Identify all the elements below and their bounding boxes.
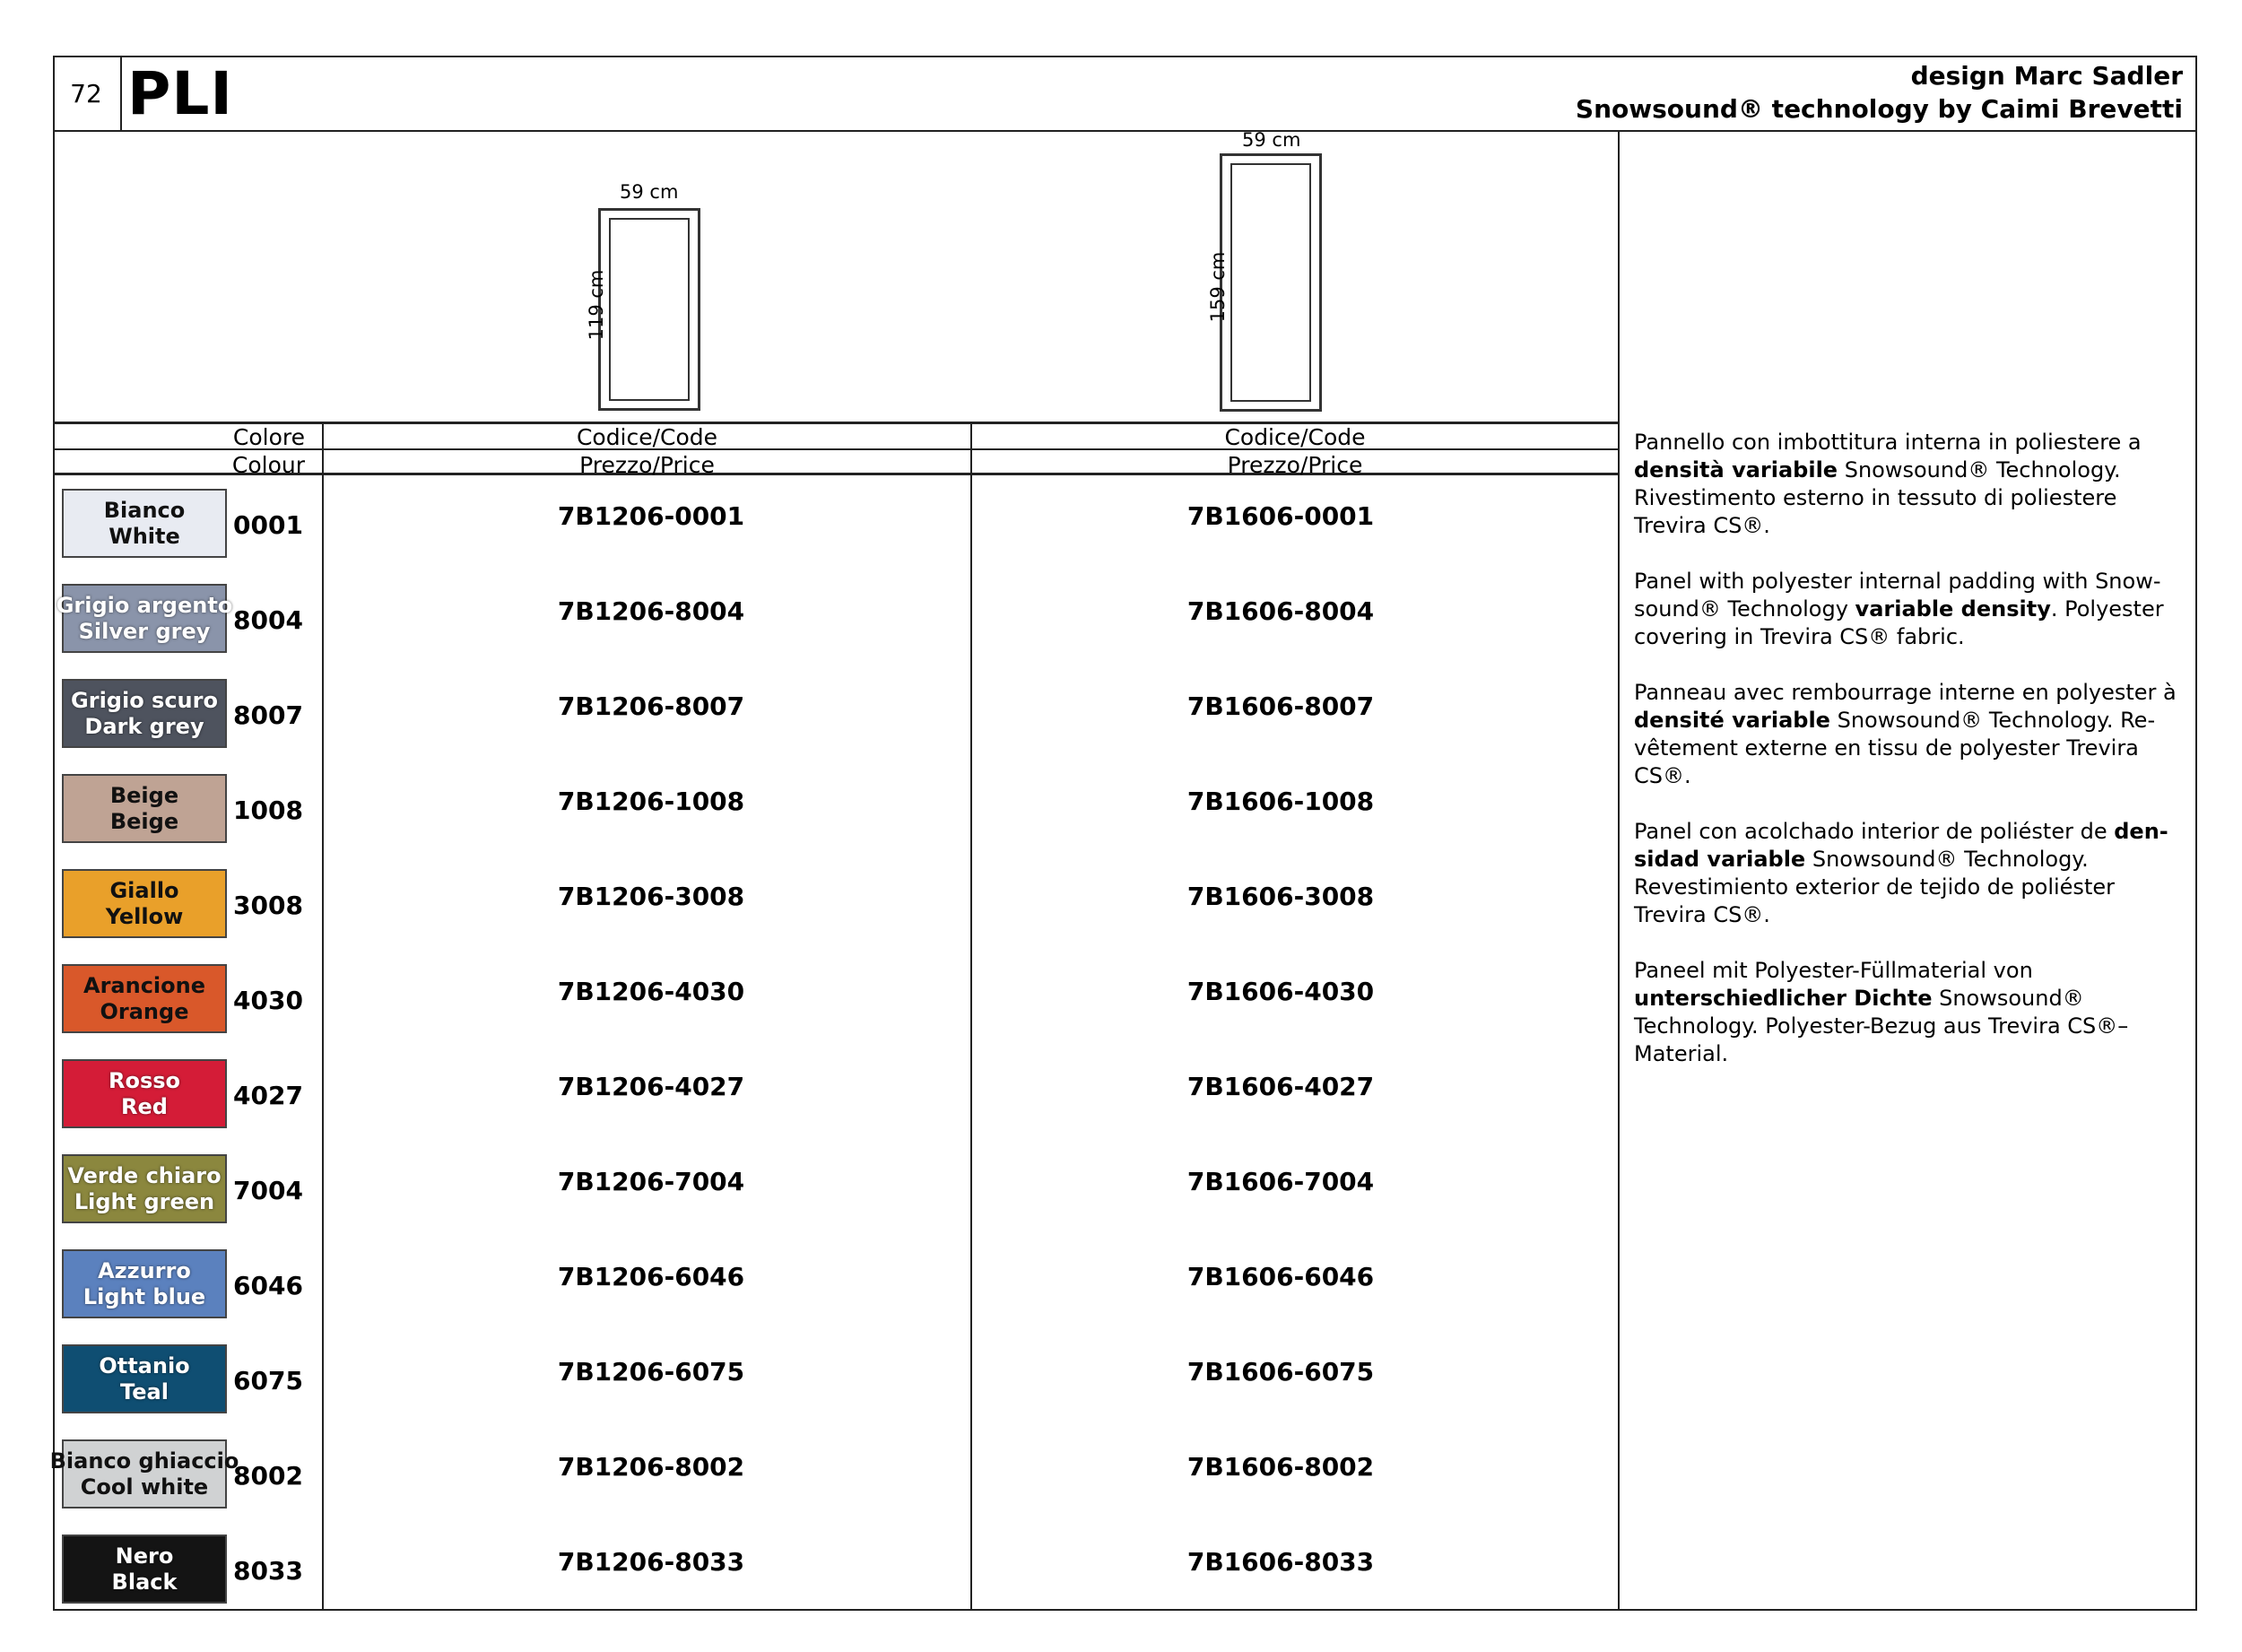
- colour-name-en: Black: [111, 1569, 178, 1595]
- colour-swatch: [62, 1344, 227, 1413]
- designer-line: design Marc Sadler: [1910, 61, 2183, 91]
- product-code-tall: 7B1606-4030: [1186, 977, 1375, 1006]
- product-code-small: 7B1206-6075: [557, 1357, 745, 1387]
- colour-name-en: Beige: [109, 808, 179, 834]
- table-row: [54, 767, 1618, 862]
- size-1-header: Codice/Code Prezzo/Price: [576, 424, 718, 478]
- colour-swatch: [62, 774, 227, 843]
- table-row: [54, 1052, 1618, 1147]
- colour-code: 8004: [233, 605, 303, 635]
- table-row: [54, 957, 1618, 1052]
- colour-name-en: Red: [121, 1093, 168, 1119]
- colour-name-it: Grigio argento: [56, 592, 233, 618]
- table-row: [54, 1527, 1618, 1622]
- product-code-small: 7B1206-1008: [557, 787, 745, 816]
- colour-swatch: [62, 869, 227, 938]
- colour-name-en: Teal: [120, 1378, 169, 1404]
- colour-name-it: Arancione: [83, 972, 205, 998]
- page-number: 72: [70, 79, 102, 109]
- product-code-tall: 7B1606-6046: [1186, 1262, 1375, 1291]
- colour-swatch: [62, 489, 227, 558]
- colour-code: 8033: [233, 1556, 303, 1586]
- colour-code: 7004: [233, 1176, 303, 1205]
- colour-name-en: Yellow: [105, 903, 184, 929]
- description-italian: Pannello con imbottitura interna in poliestere a densità variabile Snowsound® Technology. Rivestimento esterno in tessuto di poliestere Trevira CS®.: [1634, 430, 2142, 538]
- product-code-small: 7B1206-3008: [557, 882, 745, 911]
- product-description: [1634, 429, 2181, 1096]
- colour-swatch: [56, 584, 233, 653]
- colour-name-en: White: [109, 523, 180, 549]
- panel-inner-outline: [609, 218, 690, 401]
- colour-name-en: Light blue: [83, 1283, 206, 1309]
- size-2-header: Codice/Code Prezzo/Price: [1224, 424, 1366, 478]
- colour-name-it: Beige: [109, 782, 179, 808]
- table-row: [54, 1337, 1618, 1432]
- technology-line: Snowsound® technology by Caimi Brevetti: [1575, 94, 2183, 124]
- height-dimension-label: 159 cm: [1207, 251, 1229, 323]
- colour-swatch: [62, 1154, 227, 1223]
- colour-swatch: [62, 1249, 227, 1318]
- header-divider: [53, 130, 2197, 132]
- table-row: [54, 482, 1618, 577]
- colour-name-en: Silver grey: [78, 618, 211, 644]
- product-code-small: 7B1206-4030: [557, 977, 745, 1006]
- panel-drawing-small: [574, 179, 717, 414]
- description-french: Panneau avec rembourrage interne en polyester à densité variable Snowsound® Technology. Revêtement externe en tissu de polyester Trevira CS®.: [1634, 680, 2177, 788]
- colour-name-it: Giallo: [109, 877, 179, 903]
- colour-name-it: Rosso: [108, 1067, 181, 1093]
- product-code-tall: 7B1606-6075: [1186, 1357, 1375, 1387]
- table-row: [54, 862, 1618, 957]
- product-code-tall: 7B1606-8004: [1186, 596, 1375, 626]
- table-row: [54, 672, 1618, 767]
- colour-name-en: Cool white: [80, 1474, 209, 1500]
- product-code-tall: 7B1606-7004: [1186, 1167, 1375, 1196]
- product-code-tall: 7B1606-1008: [1186, 787, 1375, 816]
- product-code-small: 7B1206-7004: [557, 1167, 745, 1196]
- colour-swatch: [49, 1439, 239, 1509]
- product-code-tall: 7B1606-4027: [1186, 1072, 1375, 1101]
- colour-code: 1008: [233, 796, 303, 825]
- description-german: Paneel mit Polyester-Füllmaterial von unterschiedlicher Dichte Snowsound® Technology. Polyester-Bezug aus Trevira CS®–Material.: [1634, 958, 2129, 1066]
- colour-swatch: [62, 1535, 227, 1604]
- product-code-tall: 7B1606-8033: [1186, 1547, 1375, 1577]
- product-code-tall: 7B1606-8007: [1186, 691, 1375, 721]
- colour-name-en: Light green: [74, 1188, 215, 1214]
- width-dimension-label: 59 cm: [620, 181, 679, 203]
- description-english: Panel with polyester internal padding with Snowsound® Technology variable density. Polyester covering in Trevira CS® fabric.: [1634, 569, 2164, 649]
- colour-swatch: [62, 1059, 227, 1128]
- panel-inner-outline: [1230, 163, 1311, 402]
- colour-name-it: Bianco: [103, 497, 186, 523]
- colour-name-it: Grigio scuro: [71, 687, 218, 713]
- colour-code: 0001: [233, 510, 303, 540]
- colour-code: 6075: [233, 1366, 303, 1396]
- colour-code: 6046: [233, 1271, 303, 1300]
- description-spanish: Panel con acolchado interior de poliéster de densidad variable Snowsound® Technology. Revestimiento exterior de tejido de poliéster Trevira CS®.: [1634, 819, 2168, 927]
- colour-code: 3008: [233, 891, 303, 920]
- table-row: [54, 577, 1618, 672]
- product-code-tall: 7B1606-3008: [1186, 882, 1375, 911]
- colour-code: 4030: [233, 986, 303, 1015]
- product-name: PLI: [127, 59, 233, 128]
- page-number-divider: [120, 56, 122, 132]
- product-code-small: 7B1206-6046: [557, 1262, 745, 1291]
- product-code-small: 7B1206-8007: [557, 691, 745, 721]
- colour-name-it: Verde chiaro: [67, 1162, 222, 1188]
- product-code-small: 7B1206-8004: [557, 596, 745, 626]
- table-row: [54, 1147, 1618, 1242]
- colour-code: 8002: [233, 1461, 303, 1491]
- colour-name-it: Azzurro: [98, 1257, 191, 1283]
- product-code-small: 7B1206-0001: [557, 501, 745, 531]
- colour-header: Colore Colour: [231, 424, 305, 478]
- description-divider: [1618, 130, 1620, 1611]
- panel-drawing-tall: [1195, 127, 1339, 414]
- colour-name-it: Nero: [115, 1543, 174, 1569]
- table-row: [49, 1432, 1618, 1527]
- product-code-tall: 7B1606-8002: [1186, 1452, 1375, 1482]
- product-code-small: 7B1206-8033: [557, 1547, 745, 1577]
- product-code-tall: 7B1606-0001: [1186, 501, 1375, 531]
- colour-name-it: Ottanio: [99, 1352, 190, 1378]
- designer-credits: [1576, 59, 2183, 126]
- colour-name-en: Dark grey: [84, 713, 204, 739]
- product-code-small: 7B1206-4027: [557, 1072, 745, 1101]
- width-dimension-label: 59 cm: [1242, 129, 1301, 151]
- colour-name-it: Bianco ghiaccio: [49, 1448, 239, 1474]
- colour-swatch: [62, 679, 227, 748]
- colour-name-en: Orange: [100, 998, 189, 1024]
- colour-code: 4027: [233, 1081, 303, 1110]
- table-row: [54, 1242, 1618, 1337]
- colour-swatch: [62, 964, 227, 1033]
- product-code-small: 7B1206-8002: [557, 1452, 745, 1482]
- colour-code: 8007: [233, 700, 303, 730]
- height-dimension-label: 119 cm: [586, 269, 607, 341]
